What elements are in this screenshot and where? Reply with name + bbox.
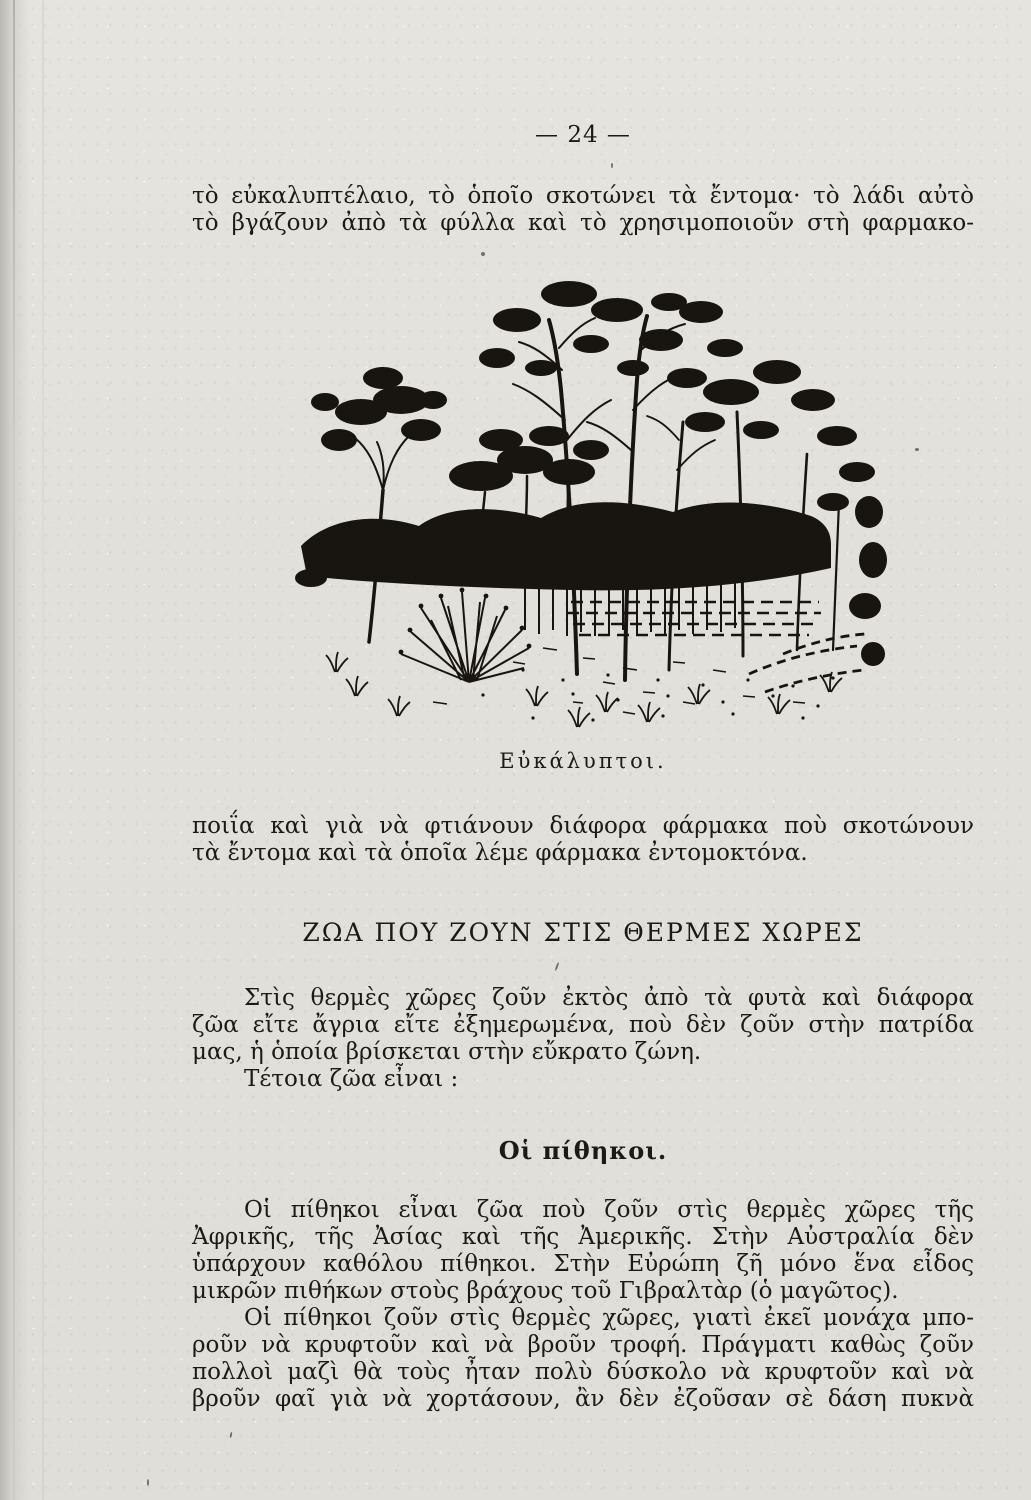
paragraph-monkeys-2 — [192, 1305, 974, 1413]
paragraph-monkeys-1 — [192, 1197, 974, 1305]
subsection-heading: Οἱ πίθηκοι. — [498, 1136, 668, 1165]
figure-caption: Εὐκάλυπτοι. — [499, 749, 667, 773]
text-line: πολλοὶ μαζὶ θὰ τοὺς ἦταν πολὺ δύσκολο νὰ κρυφτοῦν καὶ νὰ — [192, 1359, 974, 1385]
paragraph-intro-1 — [192, 183, 974, 237]
eucalyptus-illustration — [273, 250, 893, 735]
text-line: ποιΐα καὶ γιὰ νὰ φτιάνουν διάφορα φάρμακα ποὺ σκοτώνουν — [192, 813, 974, 839]
text-line: Τέτοια ζῶα εἶναι : — [244, 1066, 459, 1092]
text-line: ζῶα εἴτε ἄγρια εἴτε ἐξημερωμένα, ποὺ δὲν ζοῦν στὴν πατρίδα — [192, 1012, 974, 1038]
text-line: ὑπάρχουν καθόλου πίθηκοι. Στὴν Εὐρώπη ζῆ μόνο ἕνα εἶδος — [192, 1251, 974, 1277]
text-line: μας, ἡ ὁποία βρίσκεται στὴν εὔκρατο ζώνη. — [192, 1039, 702, 1065]
section-heading: ΖΩΑ ΠΟΥ ΖΟΥΝ ΣΤΙΣ ΘΕΡΜΕΣ ΧΩΡΕΣ — [302, 918, 864, 947]
paragraph-intro-2 — [192, 813, 974, 867]
paragraph-warm-2 — [192, 1066, 974, 1093]
page-edge-shadow — [0, 0, 30, 1500]
text-line: βροῦν φαῖ γιὰ νὰ χορτάσουν, ἂν δὲν ἐζοῦσαν σὲ δάση πυκνὰ — [192, 1386, 974, 1412]
text-line: Οἱ πίθηκοι ζοῦν στὶς θερμὲς χῶρες, γιατὶ ἐκεῖ μονάχα μπο- — [244, 1305, 974, 1331]
text-line: μικρῶν πιθήκων στοὺς βράχους τοῦ Γιβραλτὰρ (ὁ μαγῶτος). — [192, 1278, 899, 1304]
paragraph-warm-1 — [192, 985, 974, 1066]
text-line: Στὶς θερμὲς χῶρες ζοῦν ἐκτὸς ἀπὸ τὰ φυτὰ καὶ διάφορα — [244, 985, 974, 1011]
figure — [192, 250, 974, 739]
text-line: Οἱ πίθηκοι εἶναι ζῶα ποὺ ζοῦν στὶς θερμὲς χῶρες τῆς — [244, 1197, 974, 1223]
text-line: τὰ ἔντομα καὶ τὰ ὁποῖα λέμε φάρμακα ἐντομοκτόνα. — [192, 840, 808, 866]
text-line: Ἀφρικῆς, τῆς Ἀσίας καὶ τῆς Ἀμερικῆς. Στὴν Αὐστραλία δὲν — [192, 1224, 974, 1250]
text-line: ροῦν νὰ κρυφτοῦν καὶ νὰ βροῦν τροφή. Πράγματι καθὼς ζοῦν — [192, 1332, 974, 1358]
paper-crease — [13, 0, 15, 1500]
page-number: — 24 — — [535, 122, 631, 148]
paper-crease — [42, 0, 44, 1500]
text-line: τὸ βγάζουν ἀπὸ τὰ φύλλα καὶ τὸ χρησιμοποιοῦν στὴ φαρμακο- — [192, 210, 974, 236]
text-line: τὸ εὐκαλυπτέλαιο, τὸ ὁποῖο σκοτώνει τὰ ἔντομα· τὸ λάδι αὐτὸ — [192, 183, 974, 209]
